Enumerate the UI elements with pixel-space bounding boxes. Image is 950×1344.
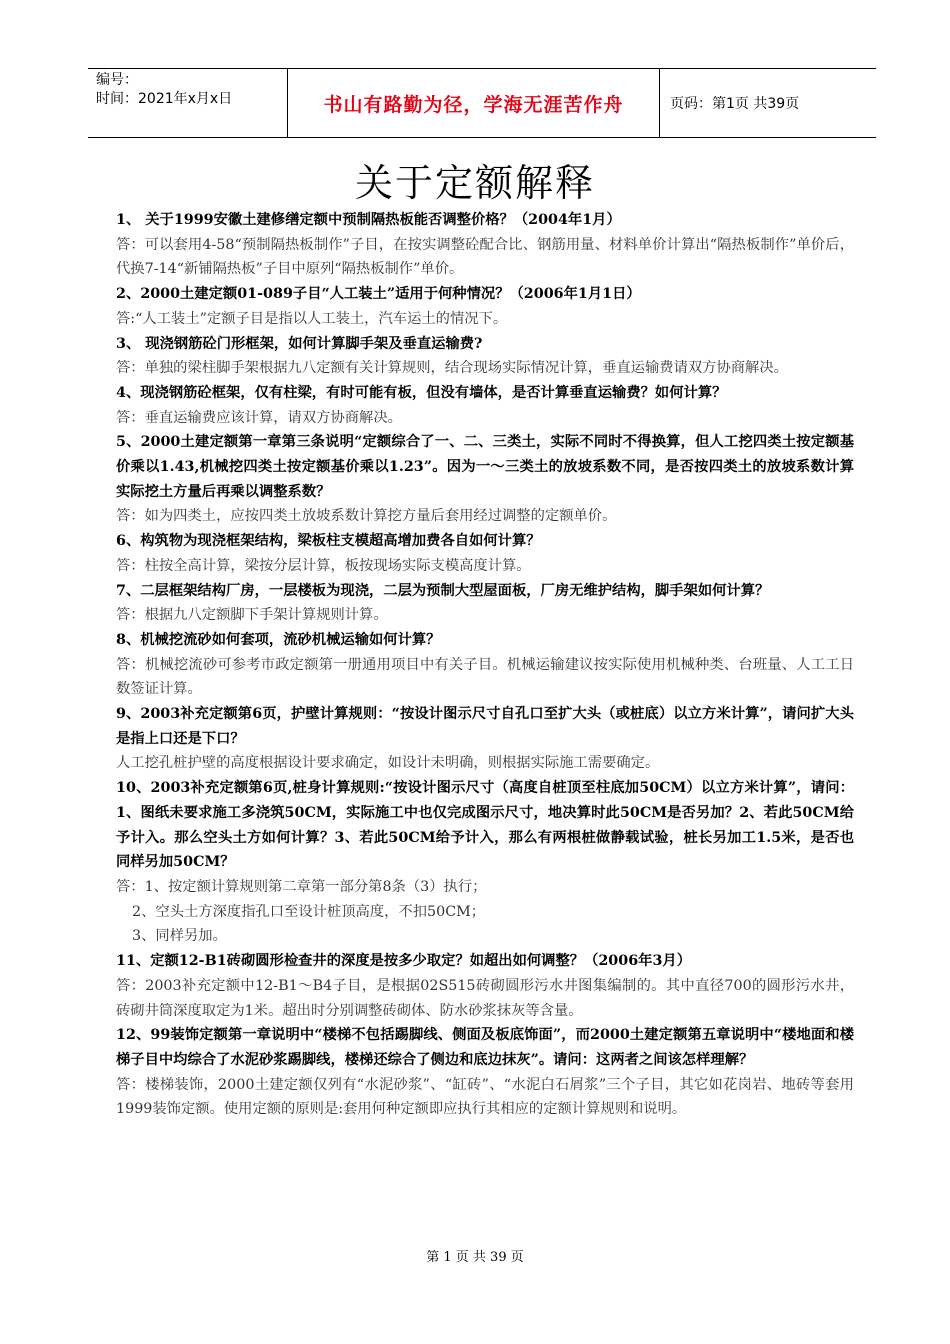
answer: 3、同样另加。 [132, 928, 227, 945]
question: 2、2000土建定额01-089子目“人工装土”适用于何种情况？（2006年1月1日） [116, 286, 641, 303]
qa-list [116, 208, 854, 1122]
number-label: 编号： [96, 72, 138, 88]
question: 5、2000土建定额第一章第三条说明“定额综合了一、二、三类土，实际不同时不得换算，但人工挖四类土按定额基价乘以1.43,机械挖四类土按定额基价乘以1.23”。因为一～三类土的放坡系数不同，是否按四类土的放坡系数计算实际挖土方量后再乘以调整系数？ [116, 434, 854, 500]
question: 12、99装饰定额第一章说明中“楼梯不包括踢脚线、侧面及板底饰面”，而2000土建定额第五章说明中“楼地面和楼梯子目中均综合了水泥砂浆踢脚线，楼梯还综合了侧边和底边抹灰”。请问：这两者之间该怎样理解？ [116, 1027, 854, 1068]
answer: 答：单独的梁柱脚手架根据九八定额有关计算规则，结合现场实际情况计算，垂直运输费请双方协商解决。 [116, 360, 788, 377]
answer: 2、空头土方深度指孔口至设计桩顶高度，不扣50CM； [132, 903, 486, 920]
page-footer: 第 1 页 共 39 页 [426, 1250, 524, 1265]
question: 1、 关于1999安徽土建修缮定额中预制隔热板能否调整价格？（2004年1月） [116, 212, 621, 228]
answer: 人工挖孔桩护壁的高度根据设计要求确定，如设计未明确，则根据实际施工需要确定。 [116, 755, 660, 772]
page-info-cell [660, 69, 876, 137]
question: 9、2003补充定额第6页，护壁计算规则：“按设计图示尺寸自孔口至扩大头（或桩底）以立方米计算”，请问扩大头是指上口还是下口？ [116, 706, 854, 747]
answer: 答：机械挖流砂可参考市政定额第一册通用项目中有关子目。机械运输建议按实际使用机械种类、台班量、人工工日数签证计算。 [116, 656, 854, 698]
motto-text: 书山有路勤为径，学海无涯苦作舟 [323, 93, 624, 116]
answer: 答：柱按全高计算，梁按分层计算，板按现场实际支模高度计算。 [116, 557, 531, 574]
question: 7、二层框架结构厂房，一层楼板为现浇，二层为预制大型屋面板，厂房无维护结构，脚手架如何计算？ [116, 582, 770, 599]
question: 11、定额12-B1砖砌圆形检查井的深度是按多少取定？如超出如何调整？（2006年3月） [116, 953, 691, 970]
question: 6、构筑物为现浇框架结构，梁板柱支模超高增加费各自如何计算？ [116, 533, 541, 550]
answer: 答:“人工装土”定额子目是指以人工装土，汽车运土的情况下。 [116, 310, 508, 327]
header-meta-cell [88, 69, 288, 137]
document-title: 关于定额解释 [354, 161, 595, 205]
answer: 答：1、按定额计算规则第二章第一部分第8条（3）执行； [116, 878, 487, 895]
question: 8、机械挖流砂如何套项，流砂机械运输如何计算？ [116, 631, 441, 648]
time-label: 时间：2021年x月x日 [96, 91, 233, 107]
question: 10、2003补充定额第6页,桩身计算规则:“按设计图示尺寸（高度自桩顶至柱底加50CM）以立方米计算”，请问：1、图纸未要求施工多浇筑50CM，实际施工中也仅完成图示尺寸，地决算时此50CM是否另加？2、若此50CM给予计入。那么空头土方如何计算？3、若此50CM给予计入，那么有两根桩做静载试验，桩长另加工1.5米，是否也同样另加50CM？ [116, 780, 854, 871]
answer: 答：根据九八定额脚下手架计算规则计算。 [116, 607, 388, 624]
answer: 答：可以套用4-58“预制隔热板制作”子目，在按实调整砼配合比、钢筋用量、材料单价计算出“隔热板制作”单价后，代换7-14“新铺隔热板”子目中原列“隔热板制作”单价。 [116, 236, 854, 278]
page-info: 页码：第1页 共39页 [670, 96, 800, 112]
header-table [88, 68, 876, 138]
question: 4、现浇钢筋砼框架，仅有柱梁，有时可能有板，但没有墙体，是否计算垂直运输费？如何计算？ [116, 384, 727, 401]
answer: 答：楼梯装饰，2000土建定额仅列有“水泥砂浆”、“缸砖”、“水泥白石屑浆”三个子目，其它如花岗岩、地砖等套用1999装饰定额。使用定额的原则是:套用何种定额即应执行其相应的定额计算规则和说明。 [116, 1076, 854, 1118]
answer: 答：2003补充定额中12-B1～B4子目，是根据02S515砖砌圆形污水井图集编制的。其中直径700的圆形污水井，砖砌井筒深度取定为1米。超出时分别调整砖砌体、防水砂浆抹灰等含量。 [116, 977, 854, 1019]
motto-cell [288, 69, 660, 137]
answer: 答：如为四类土，应按四类土放坡系数计算挖方量后套用经过调整的定额单价。 [116, 508, 617, 525]
question: 3、 现浇钢筋砼门形框架，如何计算脚手架及垂直运输费? [116, 335, 483, 352]
answer: 答：垂直运输费应该计算，请双方协商解决。 [116, 409, 402, 426]
